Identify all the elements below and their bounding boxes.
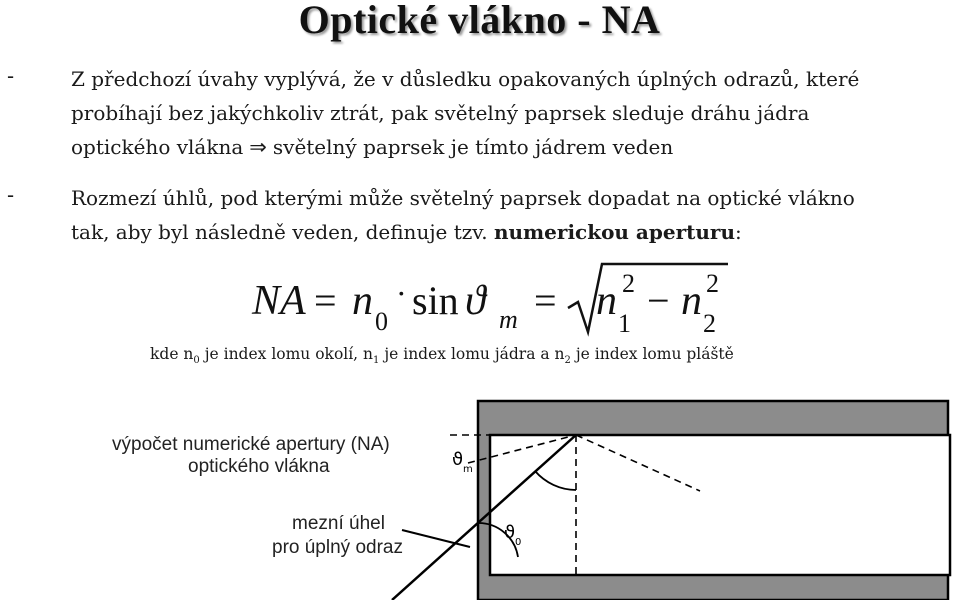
- note-sub-2: 2: [564, 355, 571, 367]
- fiber-diagram: [0, 395, 959, 600]
- note-part-2: je index lomu okolí, n: [199, 345, 374, 363]
- numerical-aperture-term: numerickou aperturu: [493, 220, 735, 244]
- implies-arrow-icon: ⇒: [249, 135, 267, 159]
- note-sub-0: 0: [193, 355, 200, 367]
- formula-theta: ϑ: [465, 278, 486, 324]
- label-ray: paprsek: [714, 490, 782, 511]
- paragraph-2: [71, 181, 951, 249]
- note-part-4: je index lomu pláště: [570, 345, 734, 363]
- theta-m-label: ϑ: [452, 449, 464, 470]
- formula-dot: ·: [396, 275, 407, 311]
- note-sub-1: 1: [373, 355, 380, 367]
- formula-n0: n: [352, 278, 373, 324]
- formula-n2-subscript: 2: [703, 309, 716, 338]
- na-formula: [0, 258, 959, 338]
- slide-title: Optické vlákno - NA: [298, 0, 661, 42]
- index-note: [150, 345, 734, 366]
- label-critical-angle: mezní úhel: [292, 513, 385, 534]
- theta-m-subscript: m: [463, 464, 473, 475]
- formula-equals-1: =: [314, 278, 337, 323]
- paragraph-2-line-2-start: tak, aby byl následně veden, definuje tzv.: [71, 220, 488, 244]
- paragraph-2-colon: :: [734, 220, 742, 244]
- label-total-reflection: pro úplný odraz: [272, 537, 403, 558]
- formula-sin: sin: [412, 278, 459, 323]
- note-part-1: kde n: [150, 345, 194, 363]
- formula-n1: n: [596, 278, 617, 324]
- paragraph-1-line-3-start: optického vlákna: [71, 135, 244, 159]
- formula-n1-subscript: 1: [618, 309, 631, 338]
- formula-n0-subscript: 0: [375, 307, 388, 336]
- paragraph-2-line-1: Rozmezí úhlů, pod kterými může světelný paprsek dopadat na optické vlákno: [71, 186, 855, 210]
- bullet-dash-2: -: [7, 183, 15, 207]
- label-fully: úplně: [732, 442, 779, 463]
- formula-na: NA: [252, 278, 306, 324]
- paragraph-2-line-2: [71, 215, 951, 249]
- label-na-calculation: výpočet numerické apertury (NA): [112, 434, 390, 455]
- paragraph-1-line-1: Z předchozí úvahy vyplývá, že v důsledku opakovaných úplných odrazů, které: [71, 67, 860, 91]
- label-reflected: odražený: [706, 466, 785, 487]
- note-part-3: je index lomu jádra a n: [379, 345, 565, 363]
- formula-n1-superscript: 2: [622, 269, 635, 298]
- theta-0-label: ϑ: [504, 522, 516, 543]
- label-fiber: optického vlákna: [188, 456, 330, 477]
- formula-n2: n: [681, 278, 702, 324]
- formula-theta-subscript-m: m: [499, 305, 518, 334]
- theta-0-subscript: 0: [515, 537, 522, 548]
- formula-minus: −: [647, 278, 670, 323]
- bullet-dash-1: -: [7, 64, 15, 88]
- paragraph-1-line-3: [71, 130, 951, 164]
- formula-equals-2: =: [534, 278, 557, 323]
- paragraph-1-line-3-end: světelný paprsek je tímto jádrem veden: [272, 135, 674, 159]
- paragraph-1-line-2: probíhají bez jakýchkoliv ztrát, pak světelný paprsek sleduje dráhu jádra: [71, 101, 810, 125]
- formula-n2-superscript: 2: [706, 269, 719, 298]
- paragraph-1: [71, 62, 951, 164]
